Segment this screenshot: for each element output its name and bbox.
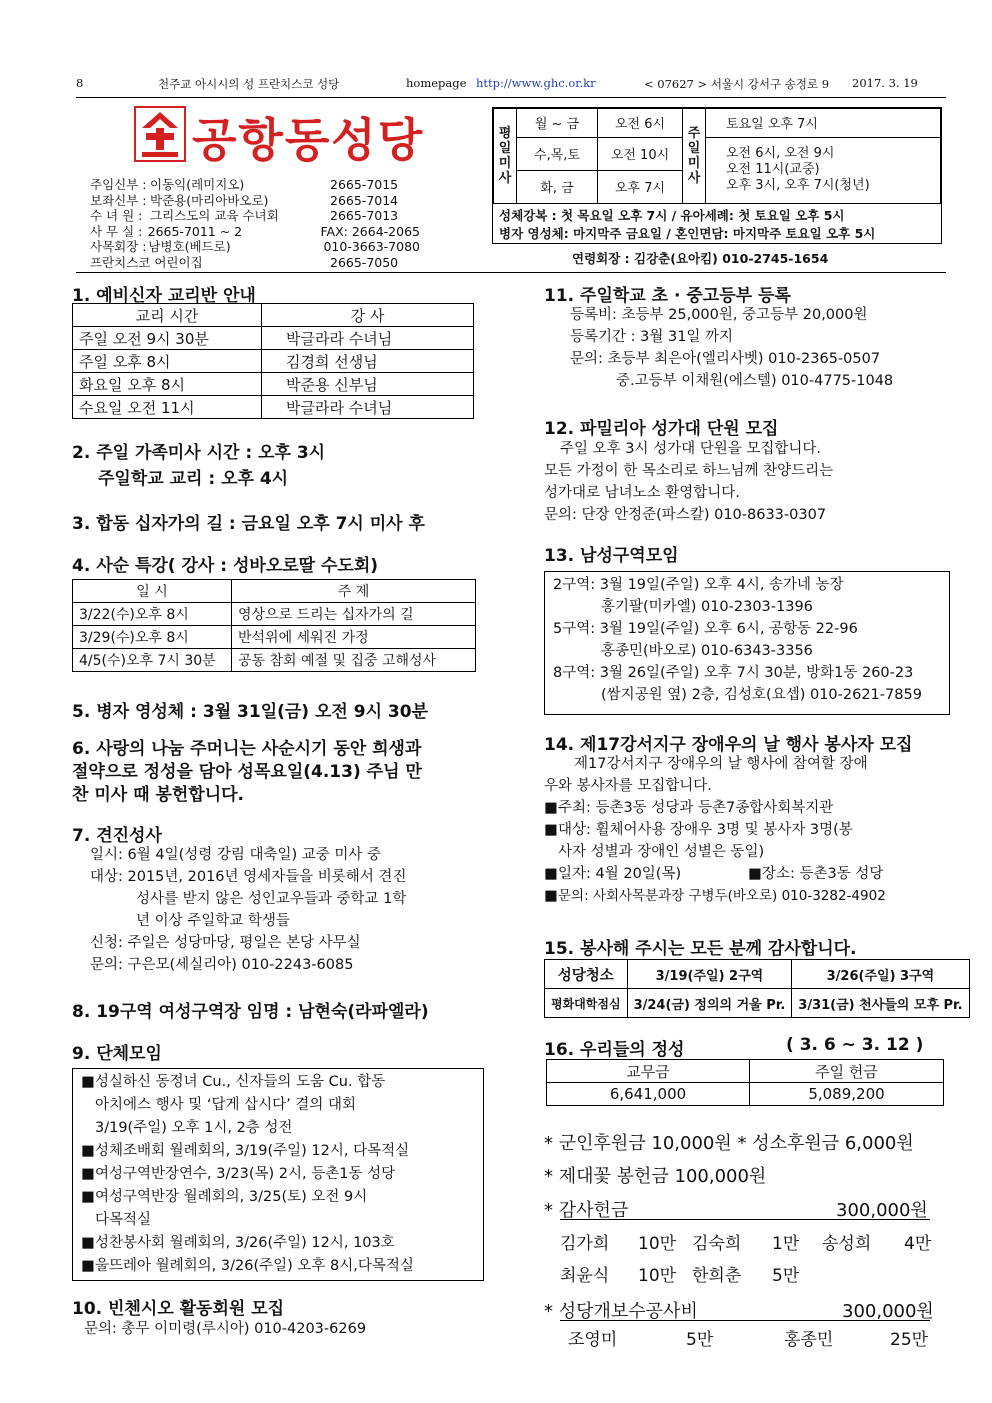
bullet-icon: ■ (544, 822, 558, 838)
thanks-donors (560, 1228, 934, 1292)
repair-donors (568, 1326, 929, 1354)
detail-line: 문의: 사회사목분과장 구병두(바오로) 010-3282-4902 (558, 888, 886, 904)
bullet-icon: ■ (81, 1166, 95, 1182)
volunteer-details (544, 753, 944, 907)
donor-cell (904, 1260, 934, 1292)
bullet-icon: ■ (81, 1143, 95, 1159)
weekday-time: 오후 7시 (598, 170, 683, 203)
staff-phone: 2665-7014 (330, 192, 399, 208)
table-header: 일 시 (73, 580, 232, 603)
list-item-line: 여성구역반장연수, 3/23(목) 2시, 등촌1동 성당 (95, 1166, 396, 1182)
offering-period: ( 3. 6 ~ 3. 12 ) (786, 1035, 924, 1055)
table-header: 교무금 (547, 1060, 750, 1083)
issue-date: 2017. 3. 19 (852, 76, 918, 90)
parish-name: 천주교 아시시의 성 프란치스코 성당 (158, 77, 340, 91)
detail-line: 등록비: 초등부 25,000원, 중고등부 20,000원 (570, 307, 868, 323)
sunday-times (706, 137, 941, 203)
bullet-icon: ■ (544, 866, 558, 882)
repair-offering: * 성당개보수공사비 (544, 1301, 698, 1322)
table-cell: 주일 오후 8시 (73, 350, 262, 373)
table-cell: 4/5(수)오후 7시 30분 (73, 649, 232, 672)
detail-line: 우와 봉사자를 모집합니다. (544, 778, 712, 794)
section-line: 6. 사랑의 나눔 주머니는 사순시기 동안 희생과 (72, 739, 422, 759)
detail-line: 8구역: 3월 26일(주일) 오후 7시 30분, 방화1동 260-23 (553, 665, 914, 681)
section-line: 절약으로 정성을 담아 성목요일(4.13) 주님 만 (72, 762, 422, 782)
section-title: 12. 파밀리아 성가대 단원 모집 (544, 419, 779, 439)
section-line: 문의: 총무 이미령(루시아) 010-4203-6269 (84, 1321, 367, 1337)
detail-line: 등록기간 : 3월 31일 까지 (570, 329, 734, 345)
header-rule (76, 97, 946, 98)
staff-role: 보좌신부 : (90, 192, 147, 208)
table-cell: 반석위에 세워진 가정 (232, 626, 476, 649)
detail-line: 일자: 4월 20일(목) (558, 866, 682, 882)
donor-cell: 25만 (890, 1330, 929, 1350)
donor-cell: 홍종민 (784, 1330, 834, 1350)
underline (560, 1219, 930, 1220)
list-item-line: 성실하신 동정녀 Cu., 신자들의 도움 Cu. 합동 (95, 1074, 386, 1090)
table-cell: 박글라라 수녀님 (262, 396, 474, 419)
list-item (81, 1140, 479, 1163)
table-cell: 5,089,200 (750, 1083, 944, 1106)
staff-role: 수 녀 원 : (90, 208, 143, 223)
donor-row (560, 1260, 934, 1292)
table-cell: 공동 참회 예절 및 집중 고해성사 (232, 649, 476, 672)
page-number: 8 (76, 76, 84, 90)
repair-total: 300,000원 (842, 1301, 934, 1322)
detail-line: 장소: 등촌3동 성당 (762, 866, 884, 882)
donor-cell: 김가희 (560, 1234, 610, 1254)
staff-phone: 2665-7015 (330, 177, 399, 192)
section-title: 1. 예비신자 교리반 안내 (72, 286, 256, 306)
detail-line: 홍기팔(미카엘) 010-2303-1396 (601, 599, 813, 615)
detail-line: 모든 가정이 한 목소리로 하느님께 찬양드리는 (544, 463, 834, 479)
staff-role: 프란치스코 어린이집 (90, 254, 203, 270)
list-item (81, 1071, 479, 1140)
table-cell: 박준용 신부님 (262, 373, 474, 396)
detail-line: 대상: 휠체어사용 장애우 3명 및 봉사자 3명(봉 (558, 822, 853, 838)
section-title: 8. 19구역 여성구역장 임명 : 남현숙(라파엘라) (72, 1002, 429, 1022)
staff-row (90, 224, 420, 240)
table-cell: 화요일 오후 8시 (73, 373, 262, 396)
confirmation-details (90, 844, 406, 976)
section-title: 5. 병자 영성체 : 3월 31일(금) 오전 9시 30분 (72, 702, 429, 722)
section-line: 주일학교 교리 : 오후 4시 (98, 469, 289, 489)
detail-line: (쌈지공원 옆) 2층, 김성호(요셉) 010-2621-7859 (601, 687, 922, 703)
staff-name: 박준용(마리아바오로) (150, 192, 269, 208)
detail-line: 문의: 단장 안정준(파스칼) 010-8633-0307 (544, 507, 827, 523)
offering-table (546, 1059, 944, 1106)
section-title: 13. 남성구역모임 (544, 546, 679, 566)
section-title: 4. 사순 특강( 강사 : 성바오로딸 수도회) (72, 556, 379, 576)
detail-line: 성가대로 남녀노소 환영합니다. (544, 485, 740, 501)
bullet-icon: ■ (81, 1235, 95, 1251)
union-head: 연령회장 : 김강춘(요아킴) 010-2745-1654 (572, 251, 829, 266)
section-title: 15. 봉사해 주시는 모든 분께 감사합니다. (544, 939, 857, 959)
staff-role: 주임신부 : (90, 177, 147, 192)
table-cell: 주일 오전 9시 30분 (73, 327, 262, 350)
staff-directory (90, 177, 420, 270)
section-title: 10. 빈첸시오 활동회원 모집 (72, 1299, 285, 1319)
thanks-offering: * 감사헌금 (544, 1200, 629, 1221)
table-header: 강 사 (262, 304, 474, 327)
detail-line: 일시: 6월 4일(성령 강림 대축일) 교중 미사 중 (90, 847, 382, 863)
donor-cell: 송성희 (822, 1234, 872, 1254)
table-header: 주 제 (232, 580, 476, 603)
detail-line: 신청: 주일은 성당마당, 평일은 본당 사무실 (90, 935, 361, 951)
staff-phone: 2665-7050 (330, 254, 399, 270)
table-cell: 3/22(수)오후 8시 (73, 603, 232, 626)
table-cell: 영상으로 드리는 십자가의 길 (232, 603, 476, 626)
underline (560, 1320, 930, 1321)
donor-cell: 5만 (686, 1330, 714, 1350)
section-title (72, 738, 422, 807)
bullet-icon: ■ (748, 866, 762, 882)
list-item (81, 1232, 479, 1255)
section-title: 14. 제17강서지구 장애우의 날 행사 봉사자 모집 (544, 735, 913, 755)
detail-line: 년 이상 주일학교 학생들 (136, 913, 290, 929)
sunday-time: 토요일 오후 7시 (706, 109, 941, 138)
bullet-icon: ■ (81, 1258, 95, 1274)
staff-phone: FAX: 2664-2065 (320, 223, 420, 239)
staff-role: 사목회장 : (90, 239, 147, 254)
parish-emblem-icon (134, 106, 186, 162)
mass-note: 병자 영성체: 마지막주 금요일 / 혼인면담: 마지막주 토요일 오후 5시 (499, 226, 876, 241)
donor-cell (822, 1260, 904, 1292)
staff-row (90, 239, 420, 255)
group-meetings-box (72, 1068, 484, 1281)
mass-note: 성체강복 : 첫 목요일 오후 7시 / 유아세례: 첫 토요일 오후 5시 (499, 208, 845, 223)
sunday-time: 오전 11시(교중) (726, 162, 820, 178)
sunday-time: 오후 3시, 오후 7시(청년) (726, 178, 870, 194)
staff-role: 사 무 실 : (90, 223, 143, 239)
list-item (81, 1186, 479, 1232)
donor-cell: 5만 (772, 1266, 800, 1286)
staff-name: 그리스도의 교육 수녀회 (150, 208, 279, 223)
detail-line: 성사를 받지 않은 성인교우들과 중학교 1학 (136, 891, 407, 907)
detail-line: 주일 오후 3시 성가대 단원을 모집합니다. (560, 441, 821, 457)
list-item-line: 3/19(주일) 오후 1시, 2층 성전 (95, 1120, 293, 1136)
detail-line: 홍종민(바오로) 010-6343-3356 (601, 643, 813, 659)
section-title: 11. 주일학교 초 · 중고등부 등록 (544, 286, 791, 306)
donor-cell: 한희춘 (692, 1266, 742, 1286)
staff-row (90, 177, 420, 193)
section-title: 3. 합동 십자가의 길 : 금요일 오후 7시 미사 후 (72, 514, 425, 534)
weekday-day: 화, 금 (517, 170, 598, 203)
mass-schedule (492, 107, 942, 244)
thanks-label: 감사헌금 (558, 1200, 629, 1221)
weekday-day: 월 ~ 금 (517, 109, 598, 138)
donation-line: * 군인후원금 10,000원 * 성소후원금 6,000원 (544, 1133, 914, 1154)
detail-line: 사자 성별과 장애인 성별은 동일) (558, 844, 765, 860)
staff-row (90, 255, 420, 271)
table-cell: 3/19(주일) 2구역 (627, 960, 792, 989)
table-cell: 김경희 선생님 (262, 350, 474, 373)
detail-line: 5구역: 3월 19일(주일) 오후 6시, 공항동 22-96 (553, 621, 858, 637)
list-item (81, 1255, 479, 1278)
list-item-line: 여성구역반장 월례회의, 3/25(토) 오전 9시 (95, 1189, 368, 1205)
donor-row (568, 1326, 929, 1354)
donor-cell: 최윤식 (560, 1266, 610, 1286)
choir-details (544, 438, 833, 526)
section-line: 찬 미사 때 봉헌합니다. (72, 785, 245, 805)
address: < 07627 > 서울시 강서구 송정로 9 (644, 77, 830, 91)
lecture-table (72, 579, 476, 672)
list-item (81, 1163, 479, 1186)
section-title: 7. 견진성사 (72, 826, 162, 846)
table-cell: 3/24(금) 정의의 거울 Pr. (627, 989, 792, 1018)
bullet-icon: ■ (544, 800, 558, 816)
donor-row (560, 1228, 934, 1260)
table-cell: 수요일 오전 11시 (73, 396, 262, 419)
staff-name: 이동익(레미지오) (150, 177, 245, 192)
thanks-total: 300,000원 (836, 1200, 928, 1221)
catechism-table (72, 303, 474, 419)
bullet-icon: ■ (81, 1189, 95, 1205)
repair-label: 성당개보수공사비 (558, 1301, 698, 1322)
donor-cell: 10만 (638, 1234, 677, 1254)
detail-line: 중.고등부 이채원(에스텔) 010-4775-1048 (616, 373, 894, 389)
sunday-mass-label: 주일미사 (683, 109, 706, 204)
masthead-rule (76, 272, 946, 273)
section-title: 2. 주일 가족미사 시간 : 오후 3시 (72, 443, 326, 463)
list-item-line: 다목적실 (95, 1212, 152, 1228)
table-cell: 3/29(수)오후 8시 (73, 626, 232, 649)
bullet-icon: ■ (81, 1074, 95, 1090)
volunteer-thanks-table (544, 959, 970, 1018)
staff-row (90, 208, 420, 224)
parish-title: 공항동성당 (192, 113, 425, 167)
list-item-line: 성찬봉사회 월례회의, 3/26(주일) 12시, 103호 (95, 1235, 395, 1251)
table-cell: 6,641,000 (547, 1083, 750, 1106)
table-cell: 3/26(주일) 3구역 (792, 960, 969, 989)
parish-logo (134, 106, 424, 170)
table-cell: 성당청소 (545, 960, 628, 989)
staff-name: 남병호(베드로) (148, 239, 231, 254)
weekday-time: 오전 10시 (598, 137, 683, 170)
donor-cell: 1만 (772, 1234, 800, 1254)
detail-line: 제17강서지구 장애우의 날 행사에 참여할 장애 (574, 756, 868, 772)
sunday-time: 오전 6시, 오전 9시 (726, 146, 835, 162)
staff-row (90, 193, 420, 209)
table-header: 주일 헌금 (750, 1060, 944, 1083)
donor-cell: 10만 (638, 1266, 677, 1286)
detail-line: 문의: 초등부 최은아(엘리사벳) 010-2365-0507 (570, 351, 881, 367)
staff-phone: 010-3663-7080 (323, 239, 420, 254)
detail-line: 2구역: 3월 19일(주일) 오후 4시, 송가네 농장 (553, 577, 844, 593)
section-title: 16. 우리들의 정성 (544, 1040, 685, 1060)
detail-line: 문의: 구은모(세실리아) 010-2243-6085 (90, 957, 354, 973)
list-item-line: 성체조배회 월례회의, 3/19(주일) 12시, 다목적실 (95, 1143, 410, 1159)
sunday-school-details (570, 304, 893, 392)
table-cell: 박글라라 수녀님 (262, 327, 474, 350)
staff-name: 2665-7011 ~ 2 (147, 223, 243, 239)
list-item-line: 아치에스 행사 및 ‘답게 삽시다’ 결의 대회 (95, 1097, 356, 1113)
donor-cell: 4만 (904, 1234, 932, 1254)
staff-phone: 2665-7013 (330, 208, 399, 223)
mens-groups-box (544, 571, 950, 715)
donation-line: * 제대꽃 봉헌금 100,000원 (544, 1166, 767, 1187)
weekday-mass-label: 평일미사 (494, 109, 517, 204)
table-header: 교리 시간 (73, 304, 262, 327)
donor-cell: 조영미 (568, 1330, 618, 1350)
detail-line: 주최: 등촌3동 성당과 등촌7종합사회복지관 (558, 800, 834, 816)
bullet-icon: ■ (544, 888, 558, 904)
table-cell: 평화대학점심 (545, 989, 628, 1018)
weekday-day: 수,목,토 (517, 137, 598, 170)
section-title: 9. 단체모임 (72, 1044, 162, 1064)
homepage-link[interactable]: http://www.ghc.or.kr (476, 76, 596, 90)
table-cell: 3/31(금) 천사들의 모후 Pr. (792, 989, 969, 1018)
detail-line: 대상: 2015년, 2016년 영세자들을 비롯해서 견진 (90, 869, 407, 885)
list-item-line: 울뜨레아 월례회의, 3/26(주일) 오후 8시,다목적실 (95, 1258, 414, 1274)
homepage-label: homepage (406, 76, 467, 90)
weekday-time: 오전 6시 (598, 109, 683, 138)
donor-cell: 김숙희 (692, 1234, 742, 1254)
